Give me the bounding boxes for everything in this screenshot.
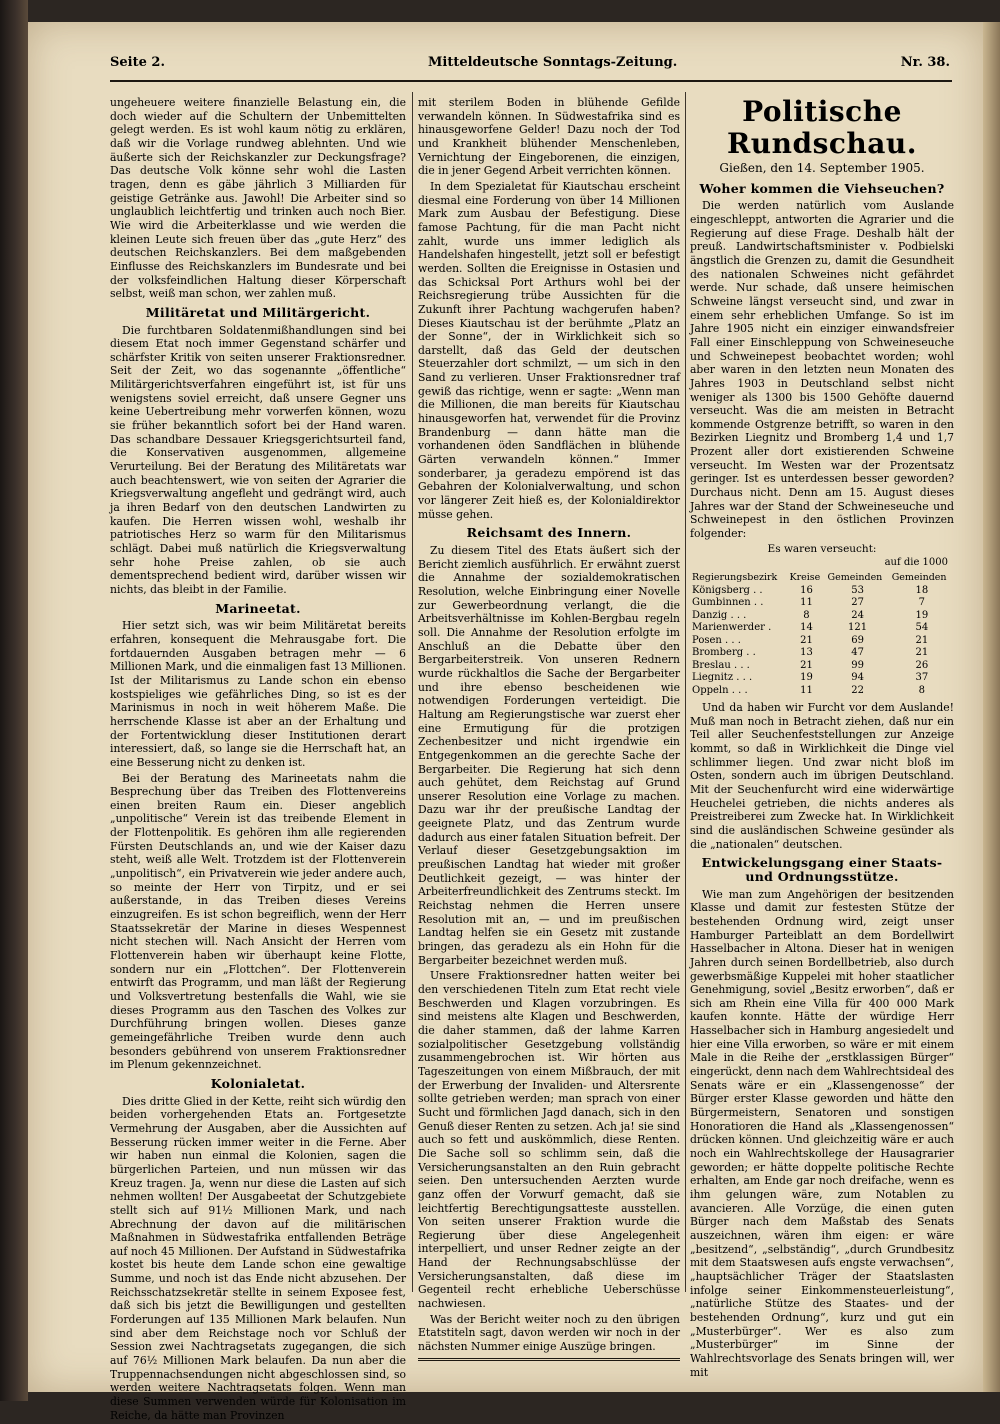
table-subcaption: auf die 1000 xyxy=(884,557,948,569)
table-cell: 24 xyxy=(851,609,864,621)
paragraph: Die werden natürlich vom Auslande eingeschleppt, antworten die Agrarier und die Regierung auf diese Frage. Deshalb hält der preuß. Landwirtschaftsminister v. Podbielski ängstlich die Grenzen zu, damit die Gesundheit des nationalen Schweines nicht gefährdet werde. Nur schade, daß unsere heimischen Schweine längst verseucht sind, und zwar in einem sehr erheblichen Umfange. So ist im Jahre 1905 nicht ein einziger einwandsfreier Fall einer Einschleppung von Schweineseuche und Schweinepest beobachtet worden; wohl aber waren in den letzten neun Monaten des Jahres 1903 in Deutschland selbst nicht weniger als 1300 bis 1500 Gehöfte dauernd verseucht. Was die am meisten in Betracht kommende Ostgrenze betrifft, so waren in den Bezirken Liegnitz und Bromberg 1,4 und 1,7 Prozent aller dort existierenden Schweine verseucht. Im Westen war der Prozentsatz geringer. Ist es unterdessen besser geworden? Durchaus nicht. Denn am 15. August dieses Jahres war der Stand der Schweineseuche und Schweinepest in den östlichen Provinzen folgender: xyxy=(690,199,954,541)
table-cell: 37 xyxy=(915,672,929,684)
table-cell: Oppeln . . . xyxy=(692,684,748,696)
paragraph: Wie man zum Angehörigen der besitzenden Klasse und damit zur festesten Stütze der bestehenden Ordnung wird, zeigt unser Hamburger Parteiblatt an dem Bordellwirt Hasselbacher in Altona. Dieser hat in wenigen Jahren durch seinen Bordellbetrieb, also durch gewerbsmäßige Kuppelei mit hoher staatlicher Genehmigung, soviel „Besitz erworben“, daß er sich am Rhein eine Villa für 400 000 Mark kaufen konnte. Hätte der würdige Herr Hasselbacher sich in Hamburg angesiedelt und hier eine Villa erworben, so wäre er mit einem Male in die Reihe der „erstklassigen Bürger“ eingerückt, denn nach dem Wahlrechtsideal des Senats wäre er ein „Klassengenosse“ der Bürger erster Klasse geworden und hätte den Bürgermeistern, Senatoren und sonstigen Honoratioren die Hand als „Klassengenossen“ drücken können. Und gleichzeitig wäre er auch noch ein Wahlrechtskollege der Hausagrarier geworden; er hätte doppelte politische Rechte erhalten, am Ende gar noch dreifache, wenn es ihm gelungen wäre, zum Notablen zu avancieren. Alle Vorzüge, die einen guten Bürger nach dem Maßstab des Senats auszeichnen, wären ihm eigen: er wäre „besitzend“, „selbständig“, „durch Grundbesitz mit dem Staatswesen aufs engste verwachsen“, „hauptsächlicher Träger der Staatslasten infolge seiner Einkommensteuerleistung“, „natürliche Stütze des Staates- und der bestehenden Ordnung“, kurz und gut ein „Musterbürger“. Wer es also zum „Musterbürger“ im Sinne der Wahlrechtsvorlage des Senats bringen will, wer mit xyxy=(690,887,954,1379)
table-cell: 99 xyxy=(851,659,864,671)
issue-number: Nr. 38. xyxy=(900,55,950,70)
table-cell: Königsberg . . xyxy=(692,584,763,596)
table-cell: 69 xyxy=(851,634,864,646)
table-cell: 21 xyxy=(800,659,813,671)
table-cell: 26 xyxy=(915,659,929,671)
paragraph: Hier setzt sich, was wir beim Militäretat bereits erfahren, konsequent die Mehrausgabe fort. Die fortdauernden Ausgaben betragen mehr — 6 Millionen Mark, und die einmaligen fast 13 Millionen. Ist der Militarismus zu Lande schon ein ebenso kostspieliges wie gefährliches Ding, so ist es der Marinismus in noch in weit höherem Maße. Die herrschende Klasse ist aber an der Erhaltung und der Fortentwicklung dieser Institutionen derart interessiert, daß, so lange sie die Herrschaft hat, an eine Besserung nicht zu denken ist. xyxy=(110,619,406,769)
table-cell: Danzig . . . xyxy=(692,609,747,621)
page-header xyxy=(110,55,950,77)
table-row xyxy=(690,585,954,598)
section-heading: Militäretat und Militärgericht. xyxy=(145,304,371,320)
table-cell: Liegnitz . . . xyxy=(692,672,753,684)
article-divider xyxy=(418,1358,680,1361)
table-cell: 11 xyxy=(800,684,813,696)
newspaper-title: Mitteldeutsche Sonntags-Zeitung. xyxy=(428,55,678,70)
header-rule xyxy=(110,80,952,82)
column-rule xyxy=(685,92,686,1292)
table-cell: 47 xyxy=(851,647,864,659)
column-2 xyxy=(418,96,680,1361)
table-header: Regierungsbezirk xyxy=(692,572,778,584)
epidemic-table xyxy=(690,572,954,697)
paragraph: Zu diesem Titel des Etats äußert sich der Bericht ziemlich ausführlich. Er erwähnt zuerst die Annahme der sozialdemokratischen Resolution, welche Einbringung einer Novelle zur Gewerbeordnung verlangt, die die Arbeitsverhältnisse im Kohlen-Bergbau regeln soll. Die Annahme der Resolution erfolgte im Anschluß an die Debatte über den Bergarbeiterstreik. Von unseren Rednern wurde rückhaltlos die Sache der Bergarbeiter und ihre ebenso bescheidenen wie notwendigen Forderungen verteidigt. Die Haltung am Regierungstische war zuerst eher eine Ermutigung für die protzigen Zechenbesitzer und nicht irgendwie ein Entgegenkommen an die gerechte Sache der Bergarbeiter. Die Regierung hat sich denn auch gehütet, dem Reichstag auf Grund unserer Resolution eine Vorlage zu machen. Dazu war ihr der preußische Landtag der geeignete Platz, und das Zentrum wurde dadurch aus einer fatalen Situation befreit. Der Verlauf dieser Gesetzgebungsaktion im preußischen Landtag hat wieder mit großer Deutlichkeit gezeigt, — was hinter der Arbeiterfreundlichkeit des Zentrums steckt. Im Reichstag nehmen die Herren unsere Resolution mit an, — und im preußischen Landtag helfen sie ein Gesetz mit zustande bringen, das geradezu als ein Hohn für die Bergarbeiter bezeichnet werden muß. xyxy=(418,544,680,967)
table-cell: 13 xyxy=(800,647,813,659)
table-row xyxy=(690,660,954,673)
table-row xyxy=(690,685,954,698)
table-cell: Gumbinnen . . xyxy=(692,597,764,609)
table-cell: 8 xyxy=(803,609,810,621)
section-heading: Reichsamt des Innern. xyxy=(466,525,632,541)
book-spine xyxy=(0,0,28,1401)
table-cell: Breslau . . . xyxy=(692,659,750,671)
table-cell: 54 xyxy=(915,622,929,634)
column-3 xyxy=(690,96,954,1381)
table-caption: Es waren verseucht: xyxy=(767,542,877,555)
table-cell: 14 xyxy=(800,622,813,634)
paragraph: Unsere Fraktionsredner hatten weiter bei den verschiedenen Titeln zum Etat recht viele Beschwerden und Klagen vorzubringen. Es sind meistens alte Klagen und Beschwerden, die daher stammen, daß der lahme Karren sozialpolitischer Gesetzgebung vollständig zusammengebrochen ist. Wir hörten aus Tageszeitungen von einem Mißbrauch, der mit der Erwerbung der Invaliden- und Altersrente sollte getrieben werden; man sprach von einer Sucht und förmlichen Jagd danach, sich in den Genuß dieser Renten zu setzen. Ach ja! sie sind auch so fett und auskömmlich, diese Renten. Die Sache soll so schlimm sein, daß die Versicherungsanstalten an den Ruin gebracht seien. Den untersuchenden Aerzten wurde ganz offen der Vorwurf gemacht, daß sie leichtfertig Berechtigungsatteste ausstellen. Von seiten unserer Fraktion wurde die Regierung über diese Angelegenheit interpelliert, und unser Redner zeigte an der Hand der Rechnungsabschlüsse der Versicherungsanstalten, daß diese im Gegenteil recht erhebliche Ueberschüsse nachwiesen. xyxy=(418,969,680,1311)
article-heading: Woher kommen die Viehseuchen? xyxy=(699,180,945,196)
paragraph: Was der Bericht weiter noch zu den übrigen Etatstiteln sagt, davon werden wir noch in der nächsten Nummer einige Auszüge bringen. xyxy=(418,1312,680,1354)
table-header: Kreise xyxy=(789,572,821,584)
table-header: Gemeinden xyxy=(891,572,947,584)
table-cell: 19 xyxy=(800,672,813,684)
table-cell: 121 xyxy=(848,622,868,634)
table-cell: 22 xyxy=(851,684,864,696)
table-row xyxy=(690,622,954,635)
table-cell: 53 xyxy=(851,584,864,596)
table-header: Gemeinden xyxy=(827,572,883,584)
page-number: Seite 2. xyxy=(110,55,165,70)
section-heading: Marineetat. xyxy=(215,600,301,616)
table-cell: Posen . . . xyxy=(692,634,741,646)
table-cell: 21 xyxy=(915,647,929,659)
table-cell: 27 xyxy=(851,597,864,609)
table-row xyxy=(690,635,954,648)
column-rule xyxy=(412,92,413,1292)
table-cell: 21 xyxy=(915,634,929,646)
table-cell: 19 xyxy=(915,609,929,621)
table-header-row xyxy=(690,572,954,585)
paragraph: Und da haben wir Furcht vor dem Auslande! Muß man noch in Betracht ziehen, daß nur ein Teil aller Seuchenfeststellungen zur Anzeige kommt, so daß in Wirklichkeit die Dinge viel schlimmer liegen. Und zwar nicht bloß im Osten, sondern auch im übrigen Deutschland. Mit der Seuchenfurcht wird eine widerwärtige Heuchelei getrieben, die nichts anderes als Preistreiberei zum Zwecke hat. In Wirklichkeit sind die ausländischen Schweine gesünder als die „nationalen“ deutschen. xyxy=(690,701,954,851)
table-row xyxy=(690,597,954,610)
page-edge xyxy=(983,22,1000,1392)
table-row xyxy=(690,647,954,660)
paragraph: In dem Spezialetat für Kiautschau erscheint diesmal eine Forderung von über 14 Millionen Mark zum Ausbau der Befestigung. Diese famose Pachtung, für die man Pacht nicht zahlt, wurde uns immer lediglich als Handelshafen hingestellt, jetzt soll er befestigt werden. Sollten die Ereignisse in Ostasien und das Schicksal Port Arthurs wohl bei der Reichsregierung trübe Aussichten für die Zukunft ihrer Pachtung wachgerufen haben? Dieses Kiautschau ist der berühmte „Platz an der Sonne“, der in Wirklichkeit sich so darstellt, daß das Geld der deutschen Steuerzahler dort schmilzt, — um sich in den Sand zu verlieren. Unser Fraktionsredner traf gewiß das richtige, wenn er sagte: „Wenn man die Millionen, die man bereits für Kiautschau hinausgeworfen hat, verwendet für die Provinz Brandenburg — dann hätte man die vorhandenen öden Sandflächen in blühende Gärten verwandeln können.“ Immer sonderbarer, ja geradezu empörend ist das Gebahren der Kolonialverwaltung, und schon vor längerer Zeit hieß es, der Kolonialdirektor müsse gehen. xyxy=(418,179,680,521)
table-cell: 21 xyxy=(800,634,813,646)
paragraph: mit sterilem Boden in blühende Gefilde verwandeln können. In Südwestafrika sind es hinausgeworfene Gelder! Dazu noch der Tod und Krankheit blühender Menschenleben, Vernichtung der Eingeborenen, die einzigen, die in jener Gegend Arbeit verrichten können. xyxy=(418,96,680,178)
paragraph: ungeheuere weitere finanzielle Belastung ein, die doch wieder auf die Schultern der Unbemittelten gelegt werden. Es ist wohl kaum nötig zu erklären, daß wir die Vorlage rundweg ablehnten. Und wie äußerte sich der Reichskanzler zur Deckungsfrage? Das deutsche Volk könne sehr wohl die Lasten tragen, denn es gäbe jährlich 3 Milliarden für geistige Getränke aus. Jawohl! Die Arbeiter sind so unglaublich leichtfertig und trinken auch noch Bier. Wie wird die Arbeiterklasse und wie werden die kleinen Leute sich freuen über das „gute Herz“ des deutschen Reichskanzlers. Bei dem maßgebenden Einflusse des Reichskanzlers im Bundesrate und bei der volksfeindlichen Haltung dieser Körperschaft selbst, weiß man schon, wer zahlen muß. xyxy=(110,96,406,301)
table-cell: 11 xyxy=(800,597,813,609)
table-cell: 94 xyxy=(851,672,864,684)
paragraph: Bei der Beratung des Marineetats nahm die Besprechung über das Treiben des Flottenvereins einen breiten Raum ein. Dieser angeblich „unpolitische“ Verein ist das treibende Element in der Flottenpolitik. Es gehören ihm alle regierenden Fürsten Deutschlands an, und wie der Kaiser dazu steht, weiß alle Welt. Trotzdem ist der Flottenverein „unpolitisch“, ein Privatverein wie jeder andere auch, so meinte der Herr von Tirpitz, und er sei außerstande, in das Treiben dieses Vereins einzugreifen. Es ist schon begreiflich, wenn der Herr Staatssekretär der Marine in dieses Wespennest nicht stechen will. Nach Ansicht der Herren vom Flottenverein haben wir überhaupt keine Flotte, sondern nur ein „Flottchen“. Der Flottenverein entwirft das Programm, und man läßt der Regierung und Volksvertretung bestenfalls die Wahl, wie sie dieses Programm aus den Taschen des Volkes zur Durchführung bringen wollen. Dieses ganze gemeingefährliche Treiben wurde denn auch besonders gebührend von unserem Fraktionsredner im Plenum gekennzeichnet. xyxy=(110,771,406,1072)
section-heading: Kolonialetat. xyxy=(210,1075,306,1091)
table-row xyxy=(690,610,954,623)
table-cell: 8 xyxy=(918,684,926,696)
table-row xyxy=(690,672,954,685)
table-cell: 18 xyxy=(915,584,929,596)
article-heading: Entwickelungsgang einer Staats- und Ordnungsstütze. xyxy=(701,855,943,884)
column-1 xyxy=(110,96,406,1424)
dateline: Gießen, den 14. September 1905. xyxy=(719,161,925,175)
paragraph: Dies dritte Glied in der Kette, reiht sich würdig den beiden vorhergehenden Etats an. Fortgesetzte Vermehrung der Ausgaben, aber die Aussichten auf Besserung rücken immer weiter in die Ferne. Aber wir haben nun einmal die Kolonien, sagen die bürgerlichen Parteien, und nun müssen wir das Kreuz tragen. Ja, wenn nur diese die Lasten auf sich nehmen wollten! Der Ausgabeetat der Schutzgebiete stellt sich auf 91½ Millionen Mark, und nach Abrechnung der davon auf die militärischen Maßnahmen in Südwestafrika entfallenden Beträge auf noch 45 Millionen. Der Aufstand in Südwestafrika kostet bis heute dem Lande schon eine gewaltige Summe, und noch ist das Ende nicht abzusehen. Der Reichsschatzsekretär stellte in seinem Exposee fest, daß sich bis jetzt die Bewilligungen und gestellten Forderungen auf 135 Millionen Mark belaufen. Nun sind aber dem Reichstage noch vor Schluß der Session zwei Nachtragsetats zugegangen, die sich auf 76½ Millionen Mark belaufen. Da nun aber die Truppennachsendungen nicht abgeschlossen sind, so werden weitere Nachtragsetats folgen. Wenn man diese Summen verwenden würde für Kolonisation im Reiche, da hätte man Provinzen xyxy=(110,1094,406,1422)
table-cell: Marienwerder . xyxy=(692,622,772,634)
paragraph: Die furchtbaren Soldatenmißhandlungen sind bei diesem Etat noch immer Gegenstand schärfer und schärfster Kritik von seiten unserer Fraktionsredner. Seit der Zeit, wo das sogenannte „öffentliche“ Militärgerichtsverfahren eingeführt ist, ist für uns wenigstens soviel erreicht, daß unsere Gegner uns keine Uebertreibung mehr vorwerfen können, wozu sie früher bekanntlich sofort bei der Hand waren. Das schandbare Dessauer Kriegsgerichtsurteil fand, die Konservativen ausgenommen, allgemeine Verurteilung. Bei der Beratung des Militäretats war auch beachtenswert, wie von seiten der Agrarier die Kriegsverwaltung angefleht und gedrängt wird, auch ja ihren Bedarf von den deutschen Landwirten zu kaufen. Die Herren wissen wohl, weshalb ihr patriotisches Herz so warm für den Militarismus schlägt. Dabei muß natürlich die Kriegsverwaltung sehr hohe Preise zahlen, ob sie auch dementsprechend bedient wird, darüber wissen wir nichts, das bleibt in der Familie. xyxy=(110,323,406,596)
table-cell: Bromberg . . xyxy=(692,647,756,659)
table-cell: 16 xyxy=(800,584,813,596)
table-cell: 7 xyxy=(918,597,926,609)
section-title: Politische Rundschau. xyxy=(727,95,917,160)
